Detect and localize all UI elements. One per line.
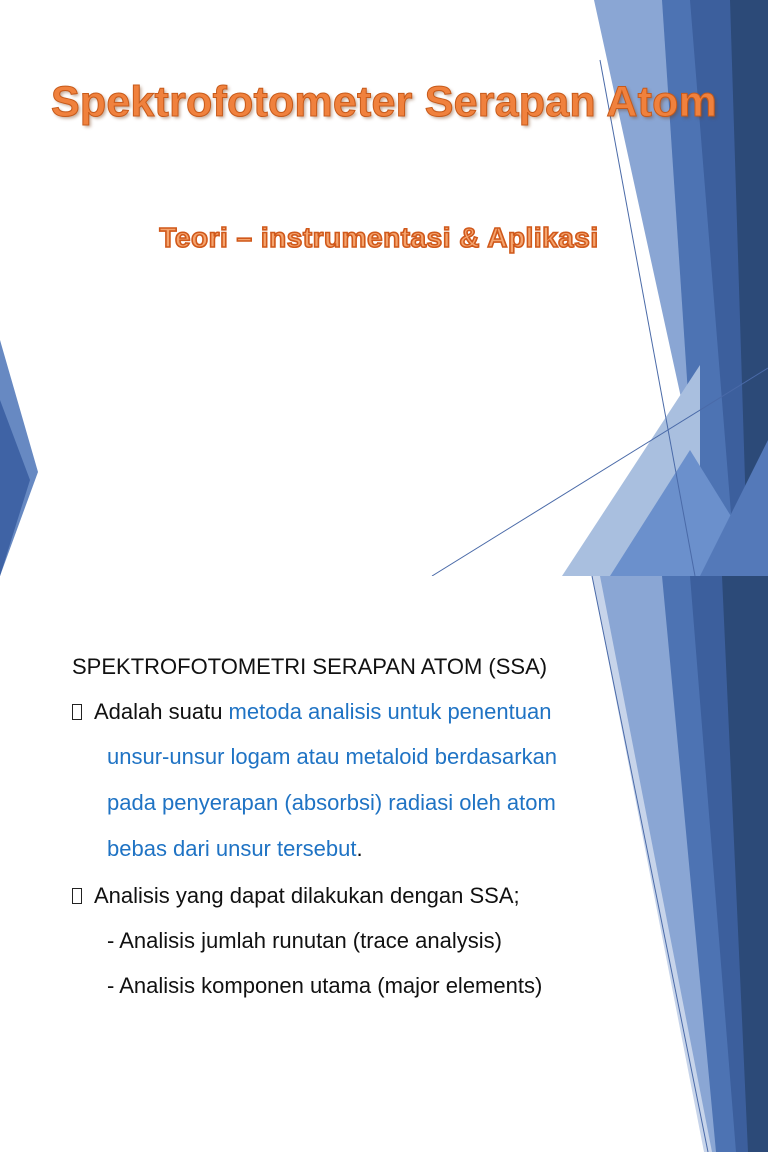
- bullet-item: [72, 699, 551, 725]
- bullet-continuation: [107, 836, 363, 862]
- content-slide: [0, 576, 768, 1152]
- highlight-text: bebas dari unsur tersebut: [107, 836, 357, 861]
- highlight-text: unsur-unsur logam atau metaloid berdasarkan: [107, 744, 558, 769]
- bullet-box-icon: [72, 888, 82, 904]
- bullet-box-icon: [72, 704, 82, 720]
- sub-list-item: - Analisis jumlah runutan (trace analysis): [107, 928, 502, 953]
- section-heading: SPEKTROFOTOMETRI SERAPAN ATOM (SSA): [72, 654, 548, 679]
- presentation-title: Spektrofotometer Serapan Atom: [50, 78, 718, 126]
- bullet-text: Analisis yang dapat dilakukan dengan SSA;: [94, 883, 520, 908]
- presentation-subtitle: Teori – instrumentasi & Aplikasi: [159, 222, 599, 253]
- highlight-text: pada penyerapan (absorbsi) radiasi oleh atom: [107, 790, 556, 815]
- bullet-item: [72, 883, 520, 909]
- highlight-text: metoda analisis untuk penentuan: [228, 699, 552, 724]
- bullet-lead-text: Adalah suatu: [94, 699, 229, 724]
- sub-list-item: - Analisis komponen utama (major elements): [107, 973, 543, 998]
- period-text: .: [356, 836, 363, 861]
